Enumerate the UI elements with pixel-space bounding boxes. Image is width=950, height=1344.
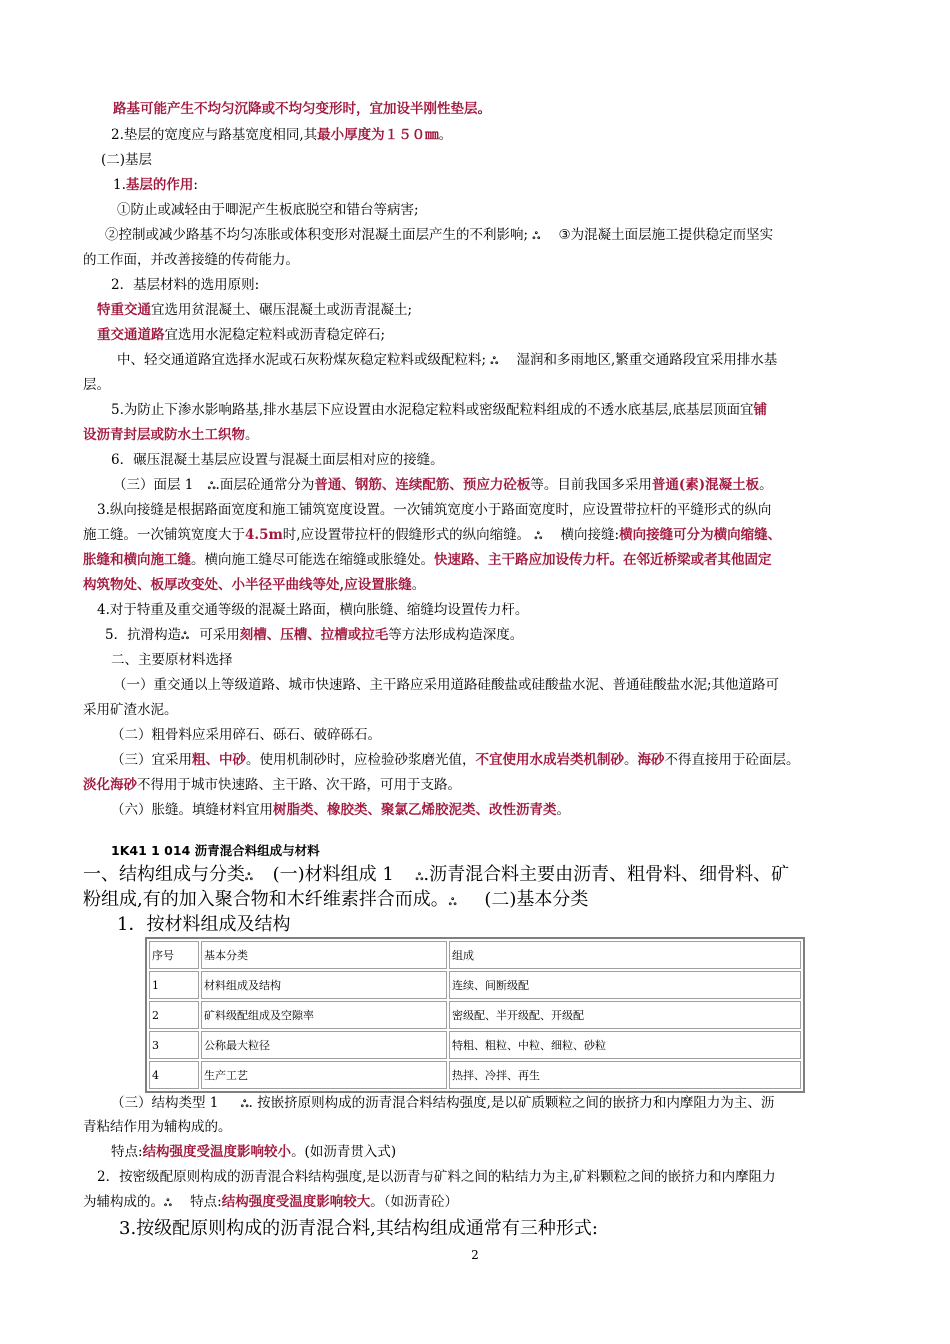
table-row — [149, 1061, 801, 1089]
text-line: 5.为防止下渗水影响路基,排水基层下应设置由水泥稳定粒料或密级配粒料组成的不透水底基层,底基层顶面宜铺 — [111, 402, 767, 418]
table-cell: 1 — [149, 971, 199, 999]
table-header-cell: 组成 — [449, 941, 801, 969]
table-cell: 4 — [149, 1061, 199, 1089]
text-line: （三）宜采用粗、中砂。使用机制砂时，应检验砂浆磨光值，不宜使用水成岩类机制砂。海砂不得直接用于砼面层。 — [111, 752, 800, 768]
text-line: 中、轻交通道路宜选择水泥或石灰粉煤灰稳定粒料或级配粒料; ஃ 湿润和多雨地区,繁重交通路段宜采用排水基 — [117, 352, 778, 368]
text-line: 2.垫层的宽度应与路基宽度相同,其最小厚度为１５０㎜。 — [111, 127, 453, 143]
text-line: （二）粗骨料应采用碎石、砾石、破碎砾石。 — [111, 727, 381, 743]
bullet-mark-icon: ஃ — [448, 897, 457, 908]
text-line: 淡化海砂不得用于城市快速路、主干路、次干路，可用于支路。 — [83, 777, 461, 793]
text-line: 3.按级配原则构成的沥青混合料,其结构组成通常有三种形式: — [119, 1218, 598, 1239]
text-line: 特点:结构强度受温度影响较小。(如沥青贯入式) — [111, 1144, 397, 1160]
text-line: 2．基层材料的选用原则: — [111, 277, 260, 293]
table-header-cell: 基本分类 — [201, 941, 447, 969]
text-line: 4.对于特重及重交通等级的混凝土路面，横向胀缝、缩缝均设置传力杆。 — [97, 602, 529, 618]
text-line: （三）面层 1 ஃ.面层砼通常分为普通、钢筋、连续配筋、预应力砼板等。目前我国多采用普通(素)混凝土板。 — [113, 477, 773, 493]
bullet-mark-icon: ஃ — [415, 872, 424, 883]
table-cell: 生产工艺 — [201, 1061, 447, 1089]
bullet-mark-icon: ஃ — [490, 356, 499, 367]
table-row — [149, 1001, 801, 1029]
bullet-mark-icon: ஃ — [245, 872, 253, 883]
text-line: ②控制或减少路基不均匀冻胀或体积变形对混凝土面层产生的不利影响; ஃ ③为混凝土面层施工提供稳定而坚实 — [105, 227, 774, 243]
text-line: 的工作面，并改善接缝的传荷能力。 — [83, 252, 299, 268]
bullet-mark-icon: ஃ — [164, 1198, 172, 1209]
table-header-cell: 序号 — [149, 941, 199, 969]
text-line: 路基可能产生不均匀沉降或不均匀变形时，宜加设半刚性垫层。 — [113, 101, 491, 117]
text-line: 重交通道路宜选用水泥稳定粒料或沥青稳定碎石; — [97, 327, 386, 343]
table-cell: 公称最大粒径 — [201, 1031, 447, 1059]
table-header-row — [149, 941, 801, 969]
page-number: 2 — [471, 1248, 479, 1262]
text-line: 特重交通宜选用贫混凝土、碾压混凝土或沥青混凝土; — [97, 302, 413, 318]
bullet-mark-icon: ஃ — [534, 531, 543, 542]
text-line: 2．按密级配原则构成的沥青混合料结构强度,是以沥青与矿料之间的粘结力为主,矿料颗粒之间的嵌挤力和内摩阻力 — [97, 1169, 776, 1185]
text-line: （三）结构类型 1 ஃ. 按嵌挤原则构成的沥青混合料结构强度,是以矿质颗粒之间的嵌挤力和内摩阻力为主、沥 — [111, 1095, 775, 1111]
bullet-mark-icon: ஃ — [207, 481, 216, 492]
section-title: 1K41 1 014 沥青混合料组成与材料 — [111, 843, 320, 858]
text-line: （六）胀缝。填缝材料宜用树脂类、橡胶类、聚氯乙烯胶泥类、改性沥青类。 — [111, 802, 570, 818]
text-line: 青粘结作用为辅构成的。 — [83, 1119, 232, 1135]
classification-table — [145, 937, 805, 1093]
text-line: 粉组成,有的加入聚合物和木纤维素拌合而成。ஃ (二)基本分类 — [83, 889, 589, 910]
table-cell: 材料组成及结构 — [201, 971, 447, 999]
text-line: 一、结构组成与分类ஃ (一)材料组成 1 ஃ.沥青混合料主要由沥青、粗骨料、细骨料、矿 — [83, 864, 790, 885]
text-line: 1.基层的作用: — [113, 177, 198, 193]
table-cell: 连续、间断级配 — [449, 971, 801, 999]
text-line: 3.纵向接缝是根据路面宽度和施工铺筑宽度设置。一次铺筑宽度小于路面宽度时，应设置带拉杆的平缝形式的纵向 — [97, 502, 772, 518]
bullet-mark-icon: ஃ — [532, 231, 541, 242]
bullet-mark-icon: ஃ — [181, 631, 189, 642]
text-line: 为辅构成的。ஃ 特点:结构强度受温度影响较大。（如沥青砼） — [83, 1194, 458, 1210]
text-line: 采用矿渣水泥。 — [83, 702, 178, 718]
text-line: 胀缝和横向施工缝。横向施工缝尽可能选在缩缝或胀缝处。快速路、主干路应加设传力杆。在邻近桥梁或者其他固定 — [83, 552, 772, 568]
text-line: 构筑物处、板厚改变处、小半径平曲线等处,应设置胀缝。 — [83, 577, 426, 593]
table-cell: 密级配、半开级配、开级配 — [449, 1001, 801, 1029]
table-cell: 特粗、粗粒、中粒、细粒、砂粒 — [449, 1031, 801, 1059]
table-cell: 热拌、冷拌、再生 — [449, 1061, 801, 1089]
table-row — [149, 1031, 801, 1059]
text-line: 6．碾压混凝土基层应设置与混凝土面层相对应的接缝。 — [111, 452, 444, 468]
table-cell: 3 — [149, 1031, 199, 1059]
text-line: （一）重交通以上等级道路、城市快速路、主干路应采用道路硅酸盐或硅酸盐水泥、普通硅酸盐水泥;其他道路可 — [113, 677, 780, 693]
text-line: 层。 — [83, 377, 110, 393]
text-line: 施工缝。一次铺筑宽度大于4.5m时,应设置带拉杆的假缝形式的纵向缩缝。 ஃ 横向接缝:横向接缝可分为横向缩缝、 — [83, 527, 782, 543]
section-heading: (二)基层 — [101, 152, 153, 168]
text-line: 1．按材料组成及结构 — [117, 914, 291, 935]
section-heading: 二、主要原材料选择 — [111, 652, 233, 668]
text-line: 5．抗滑构造ஃ 可采用刻槽、压槽、拉槽或拉毛等方法形成构造深度。 — [105, 627, 524, 643]
table-row — [149, 971, 801, 999]
table-cell: 矿料级配组成及空隙率 — [201, 1001, 447, 1029]
bullet-mark-icon: ஃ — [240, 1099, 249, 1110]
text-line: ①防止或减轻由于唧泥产生板底脱空和错台等病害; — [117, 202, 419, 218]
text-line: 设沥青封层或防水土工织物。 — [83, 427, 259, 443]
table-cell: 2 — [149, 1001, 199, 1029]
